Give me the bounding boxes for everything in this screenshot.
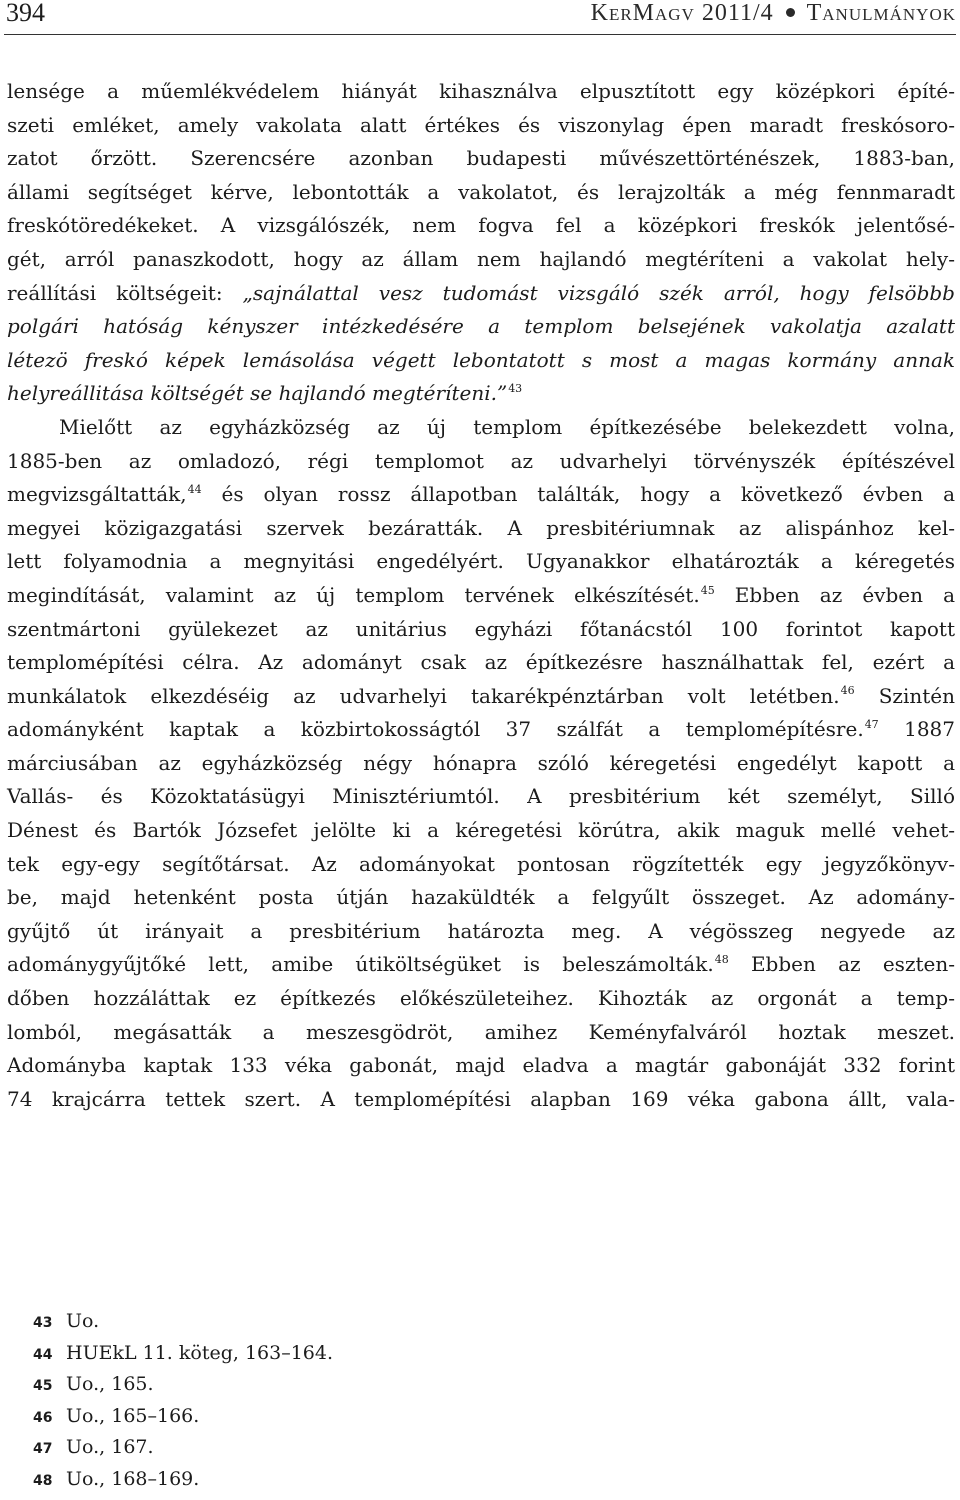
text-line bbox=[7, 75, 955, 109]
text-line bbox=[7, 176, 955, 210]
footnote-item bbox=[33, 1342, 633, 1374]
footnote-item bbox=[33, 1373, 633, 1405]
footnote-text: Uo., 165. bbox=[66, 1373, 154, 1396]
text-run: lomból, megásatták a meszesgödröt, amihez Keményfalváról hoztak meszet. bbox=[7, 1019, 955, 1044]
footnote-text: Uo., 168–169. bbox=[66, 1467, 200, 1490]
text-run: lett folyamodnia a megnyitási engedélyért. Ugyanakkor elhatározták a kéregetés bbox=[7, 549, 955, 574]
footnote-ref: 48 bbox=[714, 953, 729, 967]
text-line bbox=[7, 948, 955, 982]
text-run: 1887 bbox=[878, 717, 955, 742]
text-run: be, majd hetenként posta útján hazaküldték a felgyűlt összeget. Az adomány- bbox=[7, 885, 955, 910]
running-head bbox=[591, 0, 956, 30]
text-line bbox=[7, 377, 955, 411]
footnote-number: 44 bbox=[33, 1346, 53, 1363]
footnote-text: HUEkL 11. köteg, 163–164. bbox=[66, 1341, 334, 1364]
footnote-text: Uo., 167. bbox=[66, 1436, 154, 1459]
footnote-item bbox=[33, 1405, 633, 1437]
text-run: freskótöredékeket. A vizsgálószék, nem fogva fel a középkori freskók jelentősé- bbox=[7, 213, 955, 238]
text-run: Ebben az évben a bbox=[714, 582, 955, 607]
text-line bbox=[7, 915, 955, 949]
text-line bbox=[7, 646, 955, 680]
text-line bbox=[7, 1016, 955, 1050]
text-run: zatot őrzött. Szerencsére azonban budapesti művészettörténészek, 1883-ban, bbox=[7, 146, 955, 171]
footnote-number: 46 bbox=[33, 1409, 53, 1426]
text-line bbox=[7, 814, 955, 848]
footnote-ref: 47 bbox=[864, 718, 879, 732]
footnotes bbox=[33, 1310, 633, 1500]
text-run: reállítási költségeit: bbox=[7, 280, 243, 305]
text-line bbox=[7, 109, 955, 143]
text-line bbox=[7, 848, 955, 882]
separator-bullet-icon bbox=[786, 8, 795, 17]
footnote-item bbox=[33, 1468, 633, 1500]
text-run: megvizsgáltatták, bbox=[7, 482, 187, 507]
text-run: Szintén bbox=[854, 683, 955, 708]
text-run: lensége a műemlékvédelem hiányát kihasználva elpusztított egy középkori építé- bbox=[7, 79, 955, 103]
text-line bbox=[7, 142, 955, 176]
text-run: polgári hatóság kényszer intézkedésére a templom belsejének vakolatja azalatt bbox=[7, 314, 955, 339]
footnote-ref: 44 bbox=[187, 482, 202, 496]
text-run: tek egy-egy segítőtársat. Az adományokat pontosan rögzítették egy jegyzőkönyv- bbox=[7, 851, 955, 876]
footnote-ref: 43 bbox=[508, 382, 523, 396]
footnote-text: Uo., 165–166. bbox=[66, 1404, 200, 1427]
text-run: Dénest és Bartók Józsefet jelölte ki a kéregetési körútra, akik maguk mellé vehet- bbox=[7, 818, 955, 843]
text-run: szentmártoni gyülekezet az unitárius egyházi főtanácstól 100 forintot kapott bbox=[7, 616, 955, 641]
footnote-ref: 45 bbox=[700, 583, 715, 597]
text-line bbox=[7, 613, 955, 647]
text-line bbox=[7, 780, 955, 814]
text-line bbox=[7, 680, 955, 714]
article-body bbox=[7, 75, 955, 1116]
text-line bbox=[7, 478, 955, 512]
text-run: márciusában az egyházközség négy hónapra szóló kéregetési engedélyt kapott a bbox=[7, 750, 955, 775]
footnote-text: Uo. bbox=[66, 1310, 100, 1332]
text-run: 74 krajcárra tettek szert. A templomépítési alapban 169 véka gabona állt, vala- bbox=[7, 1086, 955, 1111]
text-line bbox=[7, 1049, 955, 1083]
text-run: szeti emléket, amely vakolata alatt értékes és viszonylag épen maradt freskósoro- bbox=[7, 112, 955, 137]
text-run: állami segítséget kérve, lebontották a vakolatot, és lerajzolták a még fennmaradt bbox=[7, 179, 955, 204]
footnote-number: 48 bbox=[33, 1472, 53, 1489]
text-run: adománygyűjtőké lett, amibe útiköltségüket is beleszámolták. bbox=[7, 952, 714, 977]
text-line bbox=[7, 411, 955, 445]
section-title: Tanulmányok bbox=[806, 0, 956, 26]
text-run: dőben hozzáláttak ez építkezés előkészületeihez. Kihozták az orgonát a temp- bbox=[7, 986, 955, 1011]
text-line bbox=[7, 243, 955, 277]
text-line bbox=[7, 881, 955, 915]
footnote-item bbox=[33, 1310, 633, 1342]
text-run: munkálatok elkezdéséig az udvarhelyi takarékpénztárban volt letétben. bbox=[7, 683, 840, 708]
text-line bbox=[7, 1083, 955, 1117]
footnote-number: 45 bbox=[33, 1378, 53, 1395]
text-run: és olyan rossz állapotban találták, hogy a következő évben a bbox=[201, 482, 955, 507]
text-line bbox=[7, 445, 955, 479]
text-line bbox=[7, 277, 955, 311]
text-run: adományként kaptak a közbirtokosságtól 37 szálfát a templomépítésre. bbox=[7, 717, 864, 742]
page-number: 394 bbox=[6, 0, 45, 27]
text-run: 1885-ben az omladozó, régi templomot az udvarhelyi törvényszék építészével bbox=[7, 448, 955, 473]
text-run: gét, arról panaszkodott, hogy az állam nem hajlandó megtéríteni a vakolat hely- bbox=[7, 246, 955, 271]
text-run: létezö freskó képek lemásolása végett lebontatott s most a magas kormány annak bbox=[7, 347, 955, 372]
text-line bbox=[7, 982, 955, 1016]
text-line bbox=[7, 209, 955, 243]
footnote-number: 47 bbox=[33, 1441, 53, 1458]
text-run: helyreállitása költségét se hajlandó megtéríteni.” bbox=[7, 381, 508, 406]
text-line bbox=[7, 310, 955, 344]
footnote-ref: 46 bbox=[840, 684, 855, 698]
text-line bbox=[7, 344, 955, 378]
page-header bbox=[0, 0, 960, 36]
journal-title: KerMagv 2011/4 bbox=[590, 0, 774, 26]
text-run: Mielőtt az egyházközség az új templom építkezésébe belekezdett volna, bbox=[59, 414, 955, 439]
text-line bbox=[7, 579, 955, 613]
text-run: Ebben az eszten- bbox=[728, 952, 955, 977]
text-run: Vallás- és Közoktatásügyi Minisztériumtól. A presbitérium két személyt, Silló bbox=[7, 784, 955, 809]
text-run: gyűjtő út irányait a presbitérium határozta meg. A végösszeg negyede az bbox=[7, 918, 955, 943]
text-line bbox=[7, 747, 955, 781]
text-run: Adományba kaptak 133 véka gabonát, majd eladva a magtár gabonáját 332 forint bbox=[7, 1053, 955, 1078]
footnote-item bbox=[33, 1436, 633, 1468]
header-rule bbox=[4, 34, 956, 35]
text-run: templomépítési célra. Az adományt csak az építkezésre használhattak fel, ezért a bbox=[7, 650, 955, 675]
text-line bbox=[7, 713, 955, 747]
text-line bbox=[7, 545, 955, 579]
text-run: „sajnálattal vesz tudomást vizsgáló szék arról, hogy felsöbbb bbox=[242, 280, 955, 305]
text-run: megindítását, valamint az új templom tervének elkészítését. bbox=[7, 582, 700, 607]
text-line bbox=[7, 512, 955, 546]
text-run: megyei közigazgatási szervek bezáratták. A presbitériumnak az alispánhoz kel- bbox=[7, 515, 955, 540]
footnote-number: 43 bbox=[33, 1315, 53, 1331]
